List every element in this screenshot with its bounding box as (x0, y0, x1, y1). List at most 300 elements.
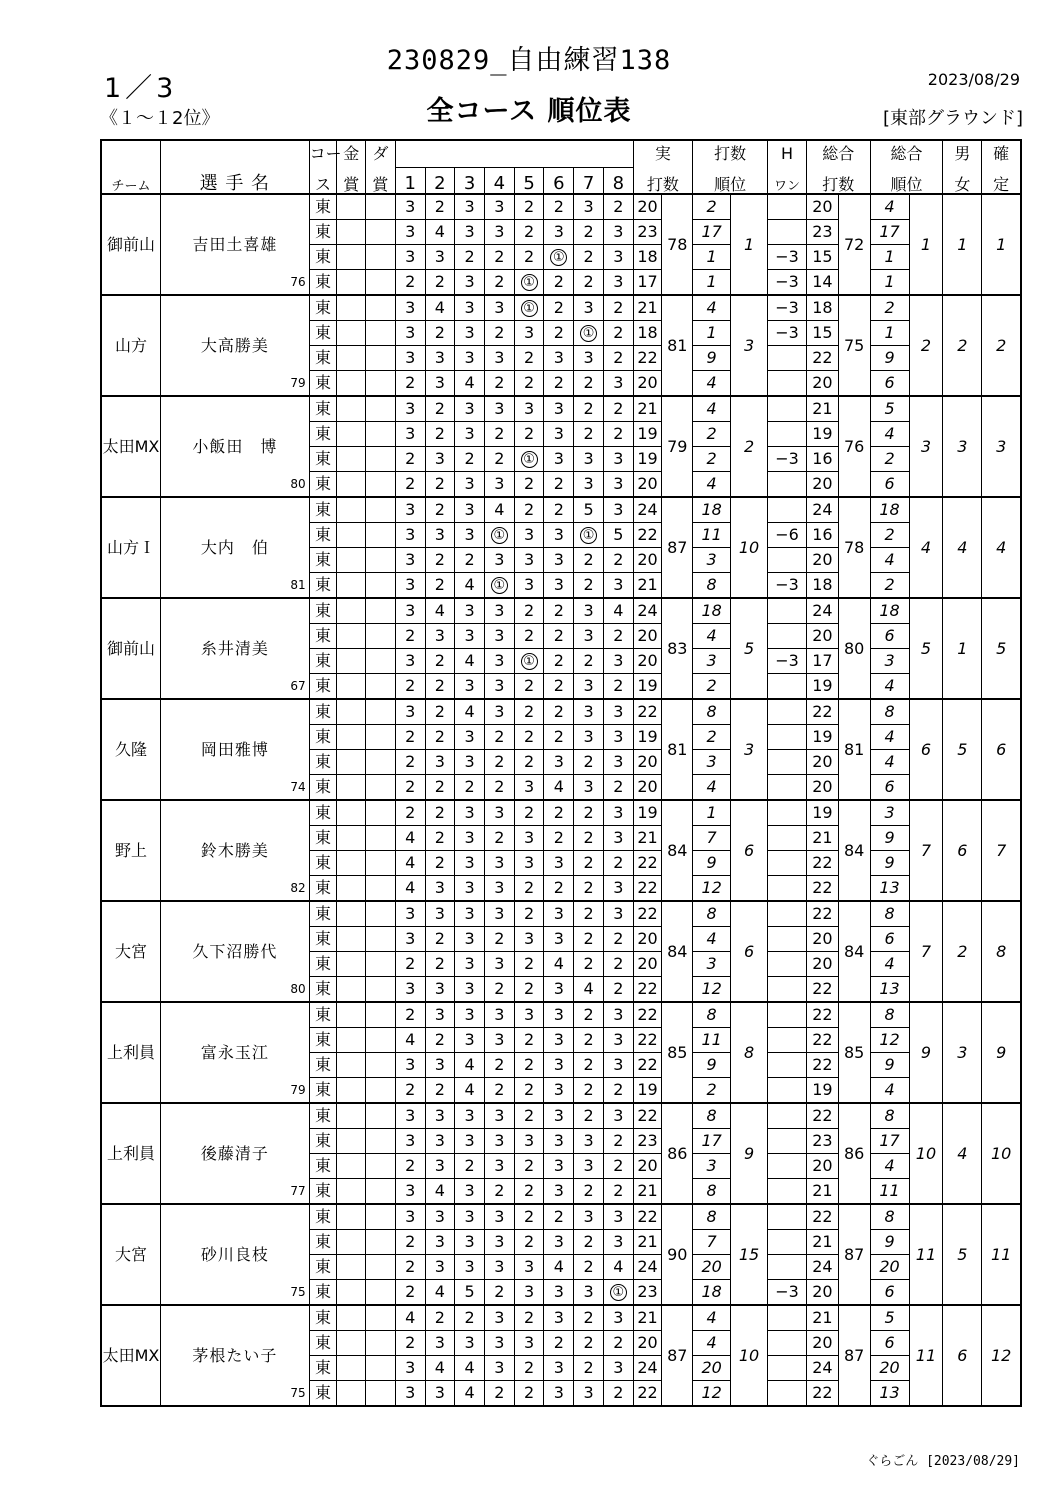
hole-score-value: 3 (464, 1333, 475, 1352)
hole-score-value: 2 (524, 702, 535, 721)
hole-score-value: 3 (405, 904, 416, 923)
hole-score-value: 4 (464, 651, 475, 670)
round-strokes: 21 (633, 573, 662, 599)
course-name: 東 (309, 523, 337, 548)
hole-score-value: 3 (494, 626, 505, 645)
da-award (366, 1129, 396, 1154)
course-name: 東 (309, 1255, 337, 1280)
hole-score (574, 901, 604, 927)
player-name: 小飯田 博 (192, 436, 278, 456)
hole-score (603, 220, 633, 245)
hole-score-value: 2 (494, 752, 505, 771)
hole-score (603, 371, 633, 397)
hole-score (485, 1078, 515, 1104)
hole-score (455, 1381, 485, 1407)
hole-score-value: 2 (583, 1030, 594, 1049)
gold-award (337, 1179, 366, 1205)
hole-score (455, 523, 485, 548)
da-award (366, 548, 396, 573)
course-name: 東 (309, 699, 337, 725)
hole-score-value: 2 (464, 777, 475, 796)
gold-award (337, 194, 366, 220)
stroke-rank: 3 (731, 295, 768, 396)
course-name: 東 (309, 674, 337, 700)
hole-in-one-adjust (768, 1154, 807, 1179)
gender-rank: 5 (943, 699, 982, 800)
hole-score-value: 2 (524, 979, 535, 998)
hole-score-value: 2 (613, 626, 624, 645)
table-row (101, 901, 1021, 927)
hole-score-value: 3 (613, 449, 624, 468)
hole-score (514, 1305, 544, 1331)
hole-score-value: 2 (524, 500, 535, 519)
da-award (366, 1053, 396, 1078)
hole-score (603, 1078, 633, 1104)
hole-in-one-adjust (768, 775, 807, 801)
hole-score-value: 2 (613, 197, 624, 216)
hole-score (574, 1280, 604, 1306)
da-award (366, 876, 396, 902)
round-total-rank: 9 (870, 1230, 909, 1255)
da-award (366, 1230, 396, 1255)
hole-score (455, 1002, 485, 1028)
hole-score-value: 4 (464, 1358, 475, 1377)
hole-score (395, 800, 425, 826)
da-award (366, 624, 396, 649)
round-total: 22 (806, 876, 838, 902)
round-total: 20 (806, 194, 838, 220)
hole-score (425, 1280, 455, 1306)
hole-score-value: 3 (434, 1005, 445, 1024)
hole-score-value: 3 (494, 1131, 505, 1150)
gold-award (337, 649, 366, 674)
round-total: 20 (806, 1280, 838, 1306)
round-strokes: 20 (633, 775, 662, 801)
hole-score (603, 1002, 633, 1028)
header-team: チーム (101, 167, 160, 194)
actual-strokes: 86 (662, 1103, 693, 1204)
round-strokes: 22 (633, 901, 662, 927)
table-body (101, 194, 1021, 1406)
hole-score-value: 2 (524, 1156, 535, 1175)
final-rank: 2 (982, 295, 1021, 396)
round-total-rank: 6 (870, 371, 909, 397)
hole-score-value: 2 (524, 1207, 535, 1226)
hole-score-value: 3 (613, 272, 624, 291)
hole-score (425, 876, 455, 902)
hole-score (455, 1154, 485, 1179)
hole-score-value: 2 (613, 1383, 624, 1402)
hole-score (574, 674, 604, 700)
course-name: 東 (309, 321, 337, 346)
hole-score (514, 1179, 544, 1205)
round-stroke-rank: 9 (693, 346, 731, 371)
round-stroke-rank: 2 (693, 674, 731, 700)
hole-score-value: 3 (553, 904, 564, 923)
final-rank: 1 (982, 194, 1021, 295)
hole-score (544, 1356, 574, 1381)
hole-score (544, 927, 574, 952)
round-total: 15 (806, 321, 838, 346)
hole-in-one-adjust: −3 (768, 270, 807, 296)
hole-score (544, 750, 574, 775)
header-hole-4: 4 (485, 167, 515, 194)
hole-score (603, 674, 633, 700)
round-strokes: 21 (633, 396, 662, 422)
da-award (366, 851, 396, 876)
hole-score-value: 3 (464, 904, 475, 923)
hole-score-value: 2 (434, 929, 445, 948)
round-total-rank: 4 (870, 750, 909, 775)
round-strokes: 20 (633, 624, 662, 649)
hole-score (514, 927, 544, 952)
hole-score (574, 1305, 604, 1331)
hole-score-value: 3 (494, 651, 505, 670)
da-award (366, 245, 396, 270)
course-name: 東 (309, 1204, 337, 1230)
hole-score (574, 497, 604, 523)
hole-score (455, 775, 485, 801)
round-stroke-rank: 2 (693, 725, 731, 750)
hole-score-value: 2 (613, 399, 624, 418)
da-award (366, 1331, 396, 1356)
table-row (101, 1103, 1021, 1129)
hole-score (603, 851, 633, 876)
header-course: コー (309, 140, 337, 167)
hole-in-one-adjust (768, 851, 807, 876)
hole-score (455, 750, 485, 775)
hole-score-value: 3 (405, 1181, 416, 1200)
hole-score (514, 321, 544, 346)
round-strokes: 22 (633, 876, 662, 902)
course-name: 東 (309, 422, 337, 447)
hole-score (603, 800, 633, 826)
round-strokes: 22 (633, 1381, 662, 1407)
course-name: 東 (309, 800, 337, 826)
hole-score-value: 3 (434, 979, 445, 998)
hole-score-value: 2 (434, 500, 445, 519)
hole-score-value: 2 (434, 474, 445, 493)
hole-score-value: 2 (553, 197, 564, 216)
hole-score-value: 3 (553, 1106, 564, 1125)
course-name: 東 (309, 725, 337, 750)
hole-score (485, 977, 515, 1003)
gender-rank: 4 (943, 497, 982, 598)
hole-score (455, 725, 485, 750)
hole-score (544, 624, 574, 649)
round-total: 22 (806, 977, 838, 1003)
hole-score (603, 396, 633, 422)
round-strokes: 20 (633, 927, 662, 952)
hole-score-value: 3 (553, 1181, 564, 1200)
hole-score (514, 1255, 544, 1280)
hole-score-value: 2 (494, 1055, 505, 1074)
footer-credit: ぐらごん [2023/08/29] (866, 1454, 1020, 1469)
hole-score-value: 2 (524, 1358, 535, 1377)
hole-score (395, 447, 425, 472)
hole-score-value: 3 (583, 348, 594, 367)
hole-score (603, 775, 633, 801)
hole-score (574, 826, 604, 851)
hole-score-value: 2 (434, 651, 445, 670)
hole-in-one-mark: ① (580, 325, 597, 342)
hole-score-value: 3 (613, 904, 624, 923)
hole-score (485, 725, 515, 750)
hole-score (395, 1381, 425, 1407)
round-strokes: 20 (633, 1331, 662, 1356)
hole-score (395, 927, 425, 952)
hole-in-one-adjust (768, 1002, 807, 1028)
round-total-rank: 4 (870, 1154, 909, 1179)
hole-score-value: 3 (434, 1207, 445, 1226)
hole-score (514, 1078, 544, 1104)
gender-rank: 6 (943, 800, 982, 901)
hole-score-value: 3 (524, 1005, 535, 1024)
hole-score (395, 699, 425, 725)
hole-score (544, 674, 574, 700)
hole-score (425, 952, 455, 977)
round-total: 21 (806, 1305, 838, 1331)
hole-score (395, 1103, 425, 1129)
gender-rank: 2 (943, 295, 982, 396)
hole-score (425, 1028, 455, 1053)
hole-score (544, 1204, 574, 1230)
hole-score (544, 1028, 574, 1053)
hole-score (514, 1331, 544, 1356)
hole-score-value: 2 (524, 1030, 535, 1049)
course-name: 東 (309, 472, 337, 498)
hole-in-one-adjust (768, 220, 807, 245)
round-stroke-rank: 4 (693, 624, 731, 649)
hole-score (425, 1230, 455, 1255)
hole-score (574, 1078, 604, 1104)
hole-score (455, 1280, 485, 1306)
course-name: 東 (309, 1078, 337, 1104)
player-age: 76 (290, 275, 306, 289)
hole-score (514, 674, 544, 700)
hole-score-value: 3 (464, 979, 475, 998)
hole-score (425, 245, 455, 270)
da-award (366, 371, 396, 397)
round-total-rank: 6 (870, 927, 909, 952)
hole-score (455, 396, 485, 422)
hole-score (514, 396, 544, 422)
header-gender: 男 (943, 140, 982, 167)
hole-score (544, 649, 574, 674)
course-name: 東 (309, 927, 337, 952)
hole-score (485, 194, 515, 220)
hole-score-value: 2 (583, 651, 594, 670)
da-award (366, 472, 396, 498)
hole-score (544, 1154, 574, 1179)
hole-score (455, 1028, 485, 1053)
hole-score-value: 3 (434, 247, 445, 266)
hole-score-value: 2 (524, 424, 535, 443)
hole-score (574, 523, 604, 548)
hole-score (455, 901, 485, 927)
da-award (366, 1028, 396, 1053)
hole-score-value: 2 (583, 1358, 594, 1377)
hole-score (395, 1305, 425, 1331)
round-stroke-rank: 18 (693, 1280, 731, 1306)
course-name: 東 (309, 952, 337, 977)
hole-score-value: 3 (405, 247, 416, 266)
hole-score (514, 952, 544, 977)
round-strokes: 21 (633, 1230, 662, 1255)
hole-score-value: 3 (464, 676, 475, 695)
hole-score-value: 2 (494, 1383, 505, 1402)
round-total-rank: 13 (870, 1381, 909, 1407)
round-strokes: 19 (633, 674, 662, 700)
round-strokes: 19 (633, 422, 662, 447)
hole-score (544, 270, 574, 296)
hole-score-value: 2 (434, 399, 445, 418)
round-total: 22 (806, 1053, 838, 1078)
hole-score (603, 1280, 633, 1306)
hole-score-value: 3 (524, 399, 535, 418)
round-total-rank: 4 (870, 422, 909, 447)
hole-score (514, 422, 544, 447)
hole-score (574, 371, 604, 397)
da-award (366, 977, 396, 1003)
hole-score (544, 295, 574, 321)
hole-score (485, 598, 515, 624)
hole-in-one-adjust: −3 (768, 1280, 807, 1306)
round-stroke-rank: 7 (693, 826, 731, 851)
round-stroke-rank: 11 (693, 1028, 731, 1053)
hole-score (425, 295, 455, 321)
actual-strokes: 81 (662, 699, 693, 800)
header-gold-sub: 賞 (337, 167, 366, 194)
hole-score (574, 422, 604, 447)
hole-score-value: 3 (405, 651, 416, 670)
actual-strokes: 83 (662, 598, 693, 699)
round-total: 17 (806, 649, 838, 674)
hole-score (603, 977, 633, 1003)
round-total: 23 (806, 220, 838, 245)
hole-score (395, 851, 425, 876)
hole-score (514, 1053, 544, 1078)
course-name: 東 (309, 1154, 337, 1179)
hole-score-value: 2 (613, 298, 624, 317)
hole-score-value: 3 (553, 575, 564, 594)
hole-score (514, 1103, 544, 1129)
hole-score (603, 1154, 633, 1179)
hole-score-value: 3 (553, 1055, 564, 1074)
hole-score (485, 1053, 515, 1078)
round-total-rank: 8 (870, 699, 909, 725)
player-age: 77 (290, 1184, 306, 1198)
hole-score (544, 1230, 574, 1255)
player-name-cell (160, 1103, 309, 1204)
hole-score-value: 3 (405, 399, 416, 418)
final-rank: 7 (982, 800, 1021, 901)
hole-score-value: 4 (583, 979, 594, 998)
course-name: 東 (309, 396, 337, 422)
round-total-rank: 6 (870, 624, 909, 649)
hole-score (514, 472, 544, 498)
hole-score-value: 2 (613, 348, 624, 367)
da-award (366, 1154, 396, 1179)
hole-score (485, 1255, 515, 1280)
header-total-rank-sub: 順位 (870, 167, 943, 194)
player-name: 砂川良枝 (200, 1244, 269, 1264)
hole-score (425, 472, 455, 498)
round-strokes: 21 (633, 1305, 662, 1331)
hole-score-value: 3 (494, 954, 505, 973)
hole-score-value: 2 (613, 1156, 624, 1175)
round-stroke-rank: 3 (693, 548, 731, 573)
hole-in-one-adjust (768, 1381, 807, 1407)
hole-score-value: 3 (553, 752, 564, 771)
stroke-rank: 3 (731, 699, 768, 800)
hole-score-value: 2 (613, 676, 624, 695)
hole-score (544, 1103, 574, 1129)
gold-award (337, 1381, 366, 1407)
hole-score-value: 4 (464, 575, 475, 594)
hole-score-value: 3 (494, 676, 505, 695)
hole-score-value: 2 (405, 727, 416, 746)
hole-score (455, 1331, 485, 1356)
total-strokes: 86 (838, 1103, 870, 1204)
hole-score (514, 800, 544, 826)
hole-score (544, 699, 574, 725)
hole-score-value: 3 (613, 1358, 624, 1377)
hole-score (425, 1103, 455, 1129)
round-total: 14 (806, 270, 838, 296)
round-stroke-rank: 12 (693, 977, 731, 1003)
team-name: 野上 (101, 800, 160, 901)
course-name: 東 (309, 1305, 337, 1331)
hole-score (425, 220, 455, 245)
hole-score-value: 3 (464, 1207, 475, 1226)
hole-score-value: 3 (613, 1207, 624, 1226)
hole-in-one-adjust (768, 1305, 807, 1331)
hole-score-value: 2 (405, 752, 416, 771)
course-name: 東 (309, 1381, 337, 1407)
course-name: 東 (309, 851, 337, 876)
hole-score (485, 1356, 515, 1381)
total-rank: 11 (909, 1305, 943, 1406)
gold-award (337, 573, 366, 599)
gold-award (337, 321, 366, 346)
hole-score-value: 2 (583, 878, 594, 897)
hole-score-value: 3 (494, 298, 505, 317)
hole-in-one-adjust (768, 396, 807, 422)
hole-score-value: 2 (524, 752, 535, 771)
hole-score-value: 3 (464, 626, 475, 645)
hole-score-value: 3 (464, 323, 475, 342)
hole-score (574, 548, 604, 573)
hole-score-value: 3 (494, 1005, 505, 1024)
hole-in-one-adjust (768, 371, 807, 397)
hole-score (544, 1280, 574, 1306)
hole-score-value: 2 (613, 853, 624, 872)
round-total: 18 (806, 573, 838, 599)
hole-score-value: 4 (434, 298, 445, 317)
hole-score (574, 245, 604, 270)
round-stroke-rank: 2 (693, 447, 731, 472)
hole-score-value: 2 (434, 828, 445, 847)
hole-score-value: 3 (434, 348, 445, 367)
hole-score (455, 573, 485, 599)
hole-score (574, 1129, 604, 1154)
hole-score-value: 3 (583, 1156, 594, 1175)
hole-score-value: 4 (464, 702, 475, 721)
hole-in-one-adjust (768, 826, 807, 851)
hole-score-value: 2 (583, 575, 594, 594)
hole-score-value: 3 (494, 222, 505, 241)
